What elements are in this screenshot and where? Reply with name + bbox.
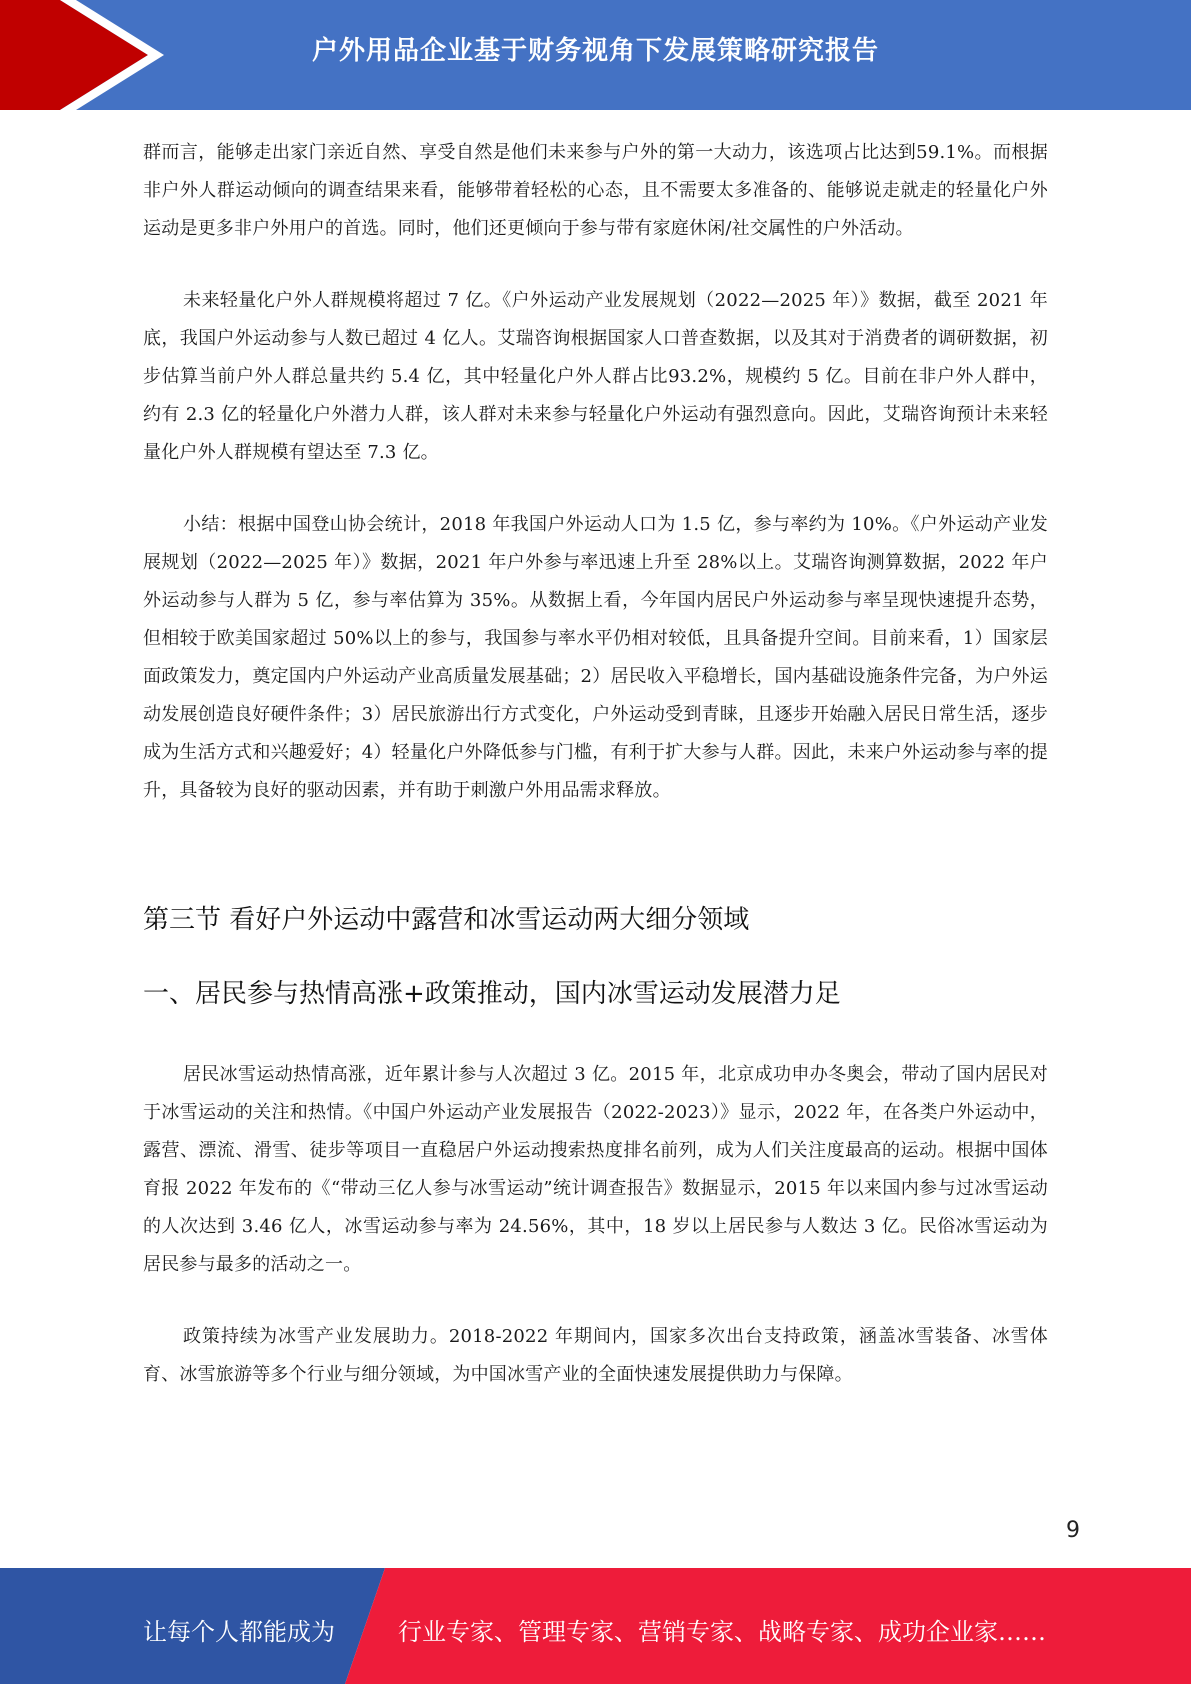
- paragraph-policy-support: 政策持续为冰雪产业发展助力。2018-2022 年期间内，国家多次出台支持政策，涵盖冰雪装备、冰雪体育、冰雪旅游等多个行业与细分领域，为中国冰雪产业的全面快速发展提供助力与保障。: [143, 1326, 1048, 1385]
- page-number: 9: [1066, 1518, 1080, 1543]
- footer-slogan-left: 让每个人都能成为: [143, 1618, 335, 1646]
- subsection-heading: 一、居民参与热情高涨+政策推动，国内冰雪运动发展潜力足: [143, 979, 841, 1009]
- page-content: [143, 134, 1048, 1394]
- footer-slogan-right: 行业专家、管理专家、营销专家、战略专家、成功企业家……: [398, 1618, 1046, 1646]
- page-header: [0, 0, 1191, 110]
- page-footer: [0, 1568, 1191, 1684]
- paragraph-ice-snow-enthusiasm: 居民冰雪运动热情高涨，近年累计参与人次超过 3 亿。2015 年，北京成功申办冬奥会，带动了国内居民对于冰雪运动的关注和热情。《中国户外运动产业发展报告（2022-2023）》显示，2022 年，在各类户外运动中，露营、漂流、滑雪、徒步等项目一直稳居户外运动搜索热度排名前列，成为人们关注度最高的运动。根据中国体育报 2022 年发布的《“带动三亿人参与冰雪运动”统计调查报告》数据显示，2015 年以来国内参与过冰雪运动的人次达到 3.46 亿人，冰雪运动参与率为 24.56%，其中，18 岁以上居民参与人数达 3 亿。民俗冰雪运动为居民参与最多的活动之一。: [143, 1064, 1048, 1275]
- document-title: 户外用品企业基于财务视角下发展策略研究报告: [311, 36, 879, 66]
- paragraph-summary: 小结：根据中国登山协会统计，2018 年我国户外运动人口为 1.5 亿，参与率约为 10%。《户外运动产业发展规划（2022—2025 年）》数据，2021 年户外参与率迅速上升至 28%以上。艾瑞咨询测算数据，2022 年户外运动参与人群为 5 亿，参与率估算为 35%。从数据上看，今年国内居民户外运动参与率呈现快速提升态势，但相较于欧美国家超过 50%以上的参与，我国参与率水平仍相对较低，且具备提升空间。目前来看，1）国家层面政策发力，奠定国内户外运动产业高质量发展基础；2）居民收入平稳增长，国内基础设施条件完备，为户外运动发展创造良好硬件条件；3）居民旅游出行方式变化，户外运动受到青睐，且逐步开始融入居民日常生活，逐步成为生活方式和兴趣爱好；4）轻量化户外降低参与门槛，有利于扩大参与人群。因此，未来户外运动参与率的提升，具备较为良好的驱动因素，并有助于刺激户外用品需求释放。: [143, 514, 1048, 801]
- paragraph-continuation: 群而言，能够走出家门亲近自然、享受自然是他们未来参与户外的第一大动力，该选项占比达到59.1%。而根据非户外人群运动倾向的调查结果来看，能够带着轻松的心态，且不需要太多准备的、能够说走就走的轻量化户外运动是更多非户外用户的首选。同时，他们还更倾向于参与带有家庭休闲/社交属性的户外活动。: [143, 142, 1048, 239]
- paragraph-light-outdoor-population: 未来轻量化户外人群规模将超过 7 亿。《户外运动产业发展规划（2022—2025 年）》数据，截至 2021 年底，我国户外运动参与人数已超过 4 亿人。艾瑞咨询根据国家人口普查数据，以及其对于消费者的调研数据，初步估算当前户外人群总量共约 5.4 亿，其中轻量化户外人群占比93.2%，规模约 5 亿。目前在非户外人群中，约有 2.3 亿的轻量化户外潜力人群，该人群对未来参与轻量化户外运动有强烈意向。因此，艾瑞咨询预计未来轻量化户外人群规模有望达至 7.3 亿。: [143, 290, 1048, 463]
- section-heading: 第三节 看好户外运动中露营和冰雪运动两大细分领域: [143, 905, 750, 935]
